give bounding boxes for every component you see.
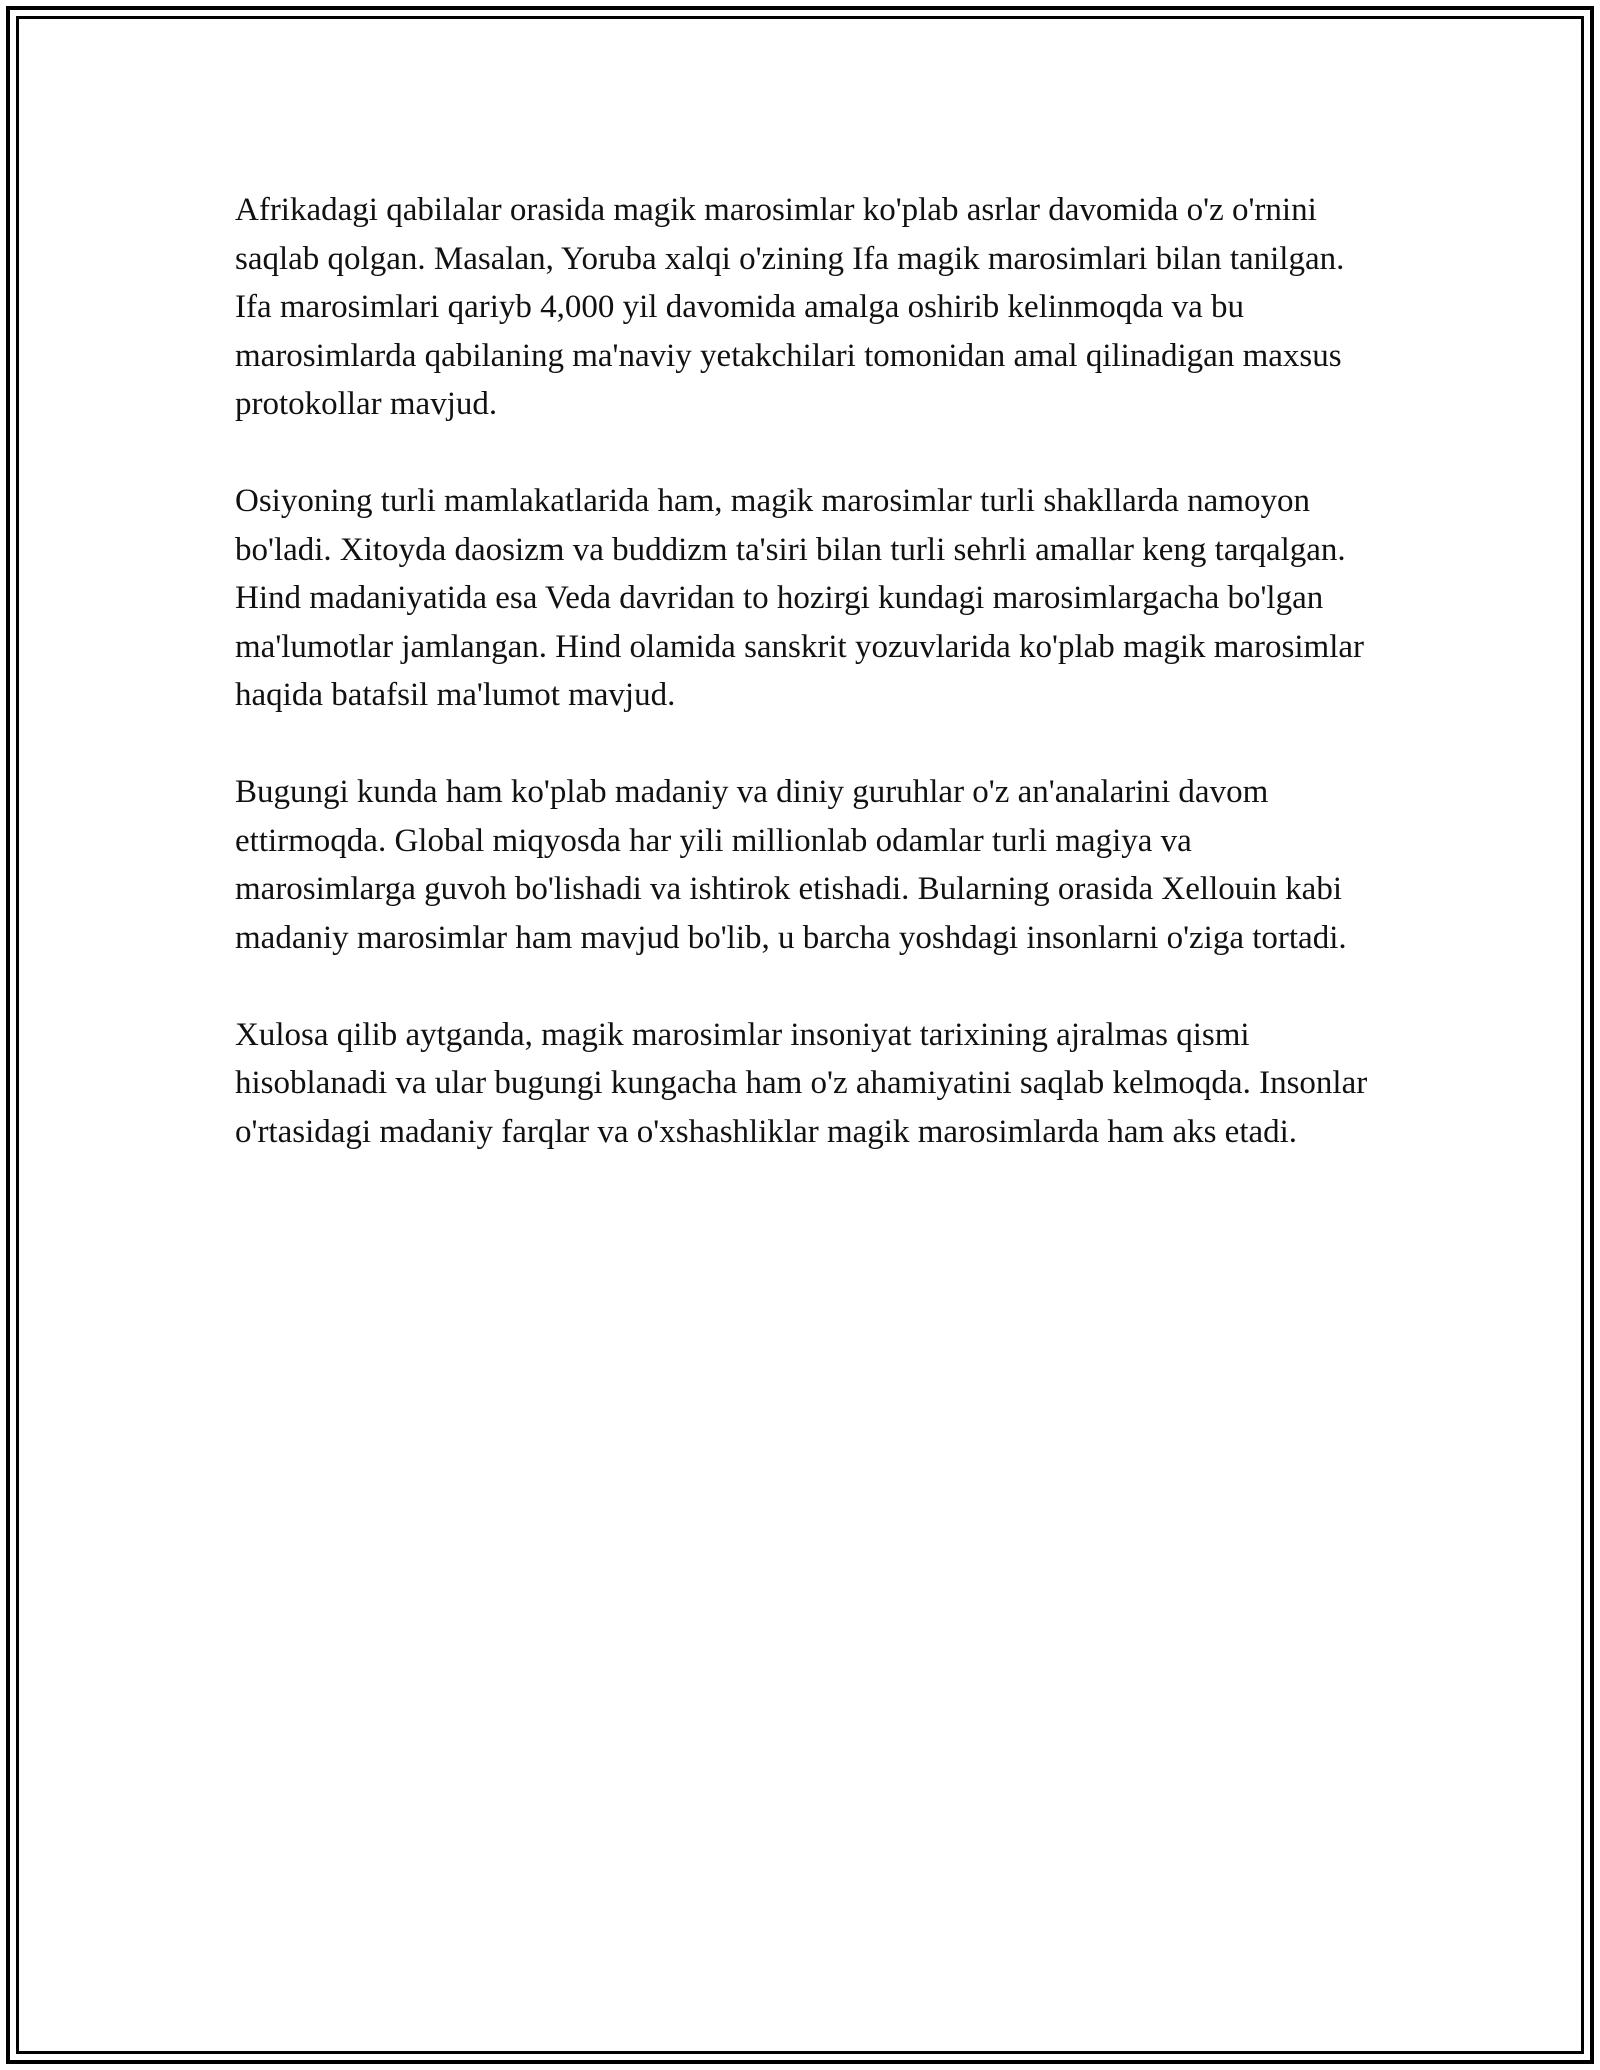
paragraph-asia: Osiyoning turli mamlakatlarida ham, magik marosimlar turli shakllarda namoyon bo'ladi. Xitoyda daosizm va buddizm ta'siri bilan turli sehrli amallar keng tarqalgan. Hind madaniyatida esa Veda davridan to hozirgi kundagi marosimlargacha bo'lgan ma'lumotlar jamlangan. Hind olamida sanskrit yozuvlarida ko'plab magik marosimlar haqida batafsil ma'lumot mavjud.	[235, 483, 1365, 713]
paragraph-africa: Afrikadagi qabilalar orasida magik marosimlar ko'plab asrlar davomida o'z o'rnini saqlab qolgan. Masalan, Yoruba xalqi o'zining Ifa magik marosimlari bilan tanilgan. Ifa marosimlari qariyb 4,000 yil davomida amalga oshirib kelinmoqda va bu marosimlarda qabilaning ma'naviy yetakchilari tomonidan amal qilinadigan maxsus protokollar mavjud.	[235, 192, 1345, 422]
paragraph-today: Bugungi kunda ham ko'plab madaniy va diniy guruhlar o'z an'analarini davom ettirmoqda. Global miqyosda har yili millionlab odamlar turli magiya va marosimlarga guvoh bo'lishadi va ishtirok etishadi. Bularning orasida Xellouin kabi madaniy marosimlar ham mavjud bo'lib, u barcha yoshdagi insonlarni o'ziga tortadi.	[235, 774, 1347, 956]
document-body	[235, 186, 1375, 1205]
paragraph-conclusion: Xulosa qilib aytganda, magik marosimlar insoniyat tarixining ajralmas qismi hisoblanadi va ular bugungi kungacha ham o'z ahamiyatini saqlab kelmoqda. Insonlar o'rtasidagi madaniy farqlar va o'xshashliklar magik marosimlarda ham aks etadi.	[235, 1016, 1368, 1150]
